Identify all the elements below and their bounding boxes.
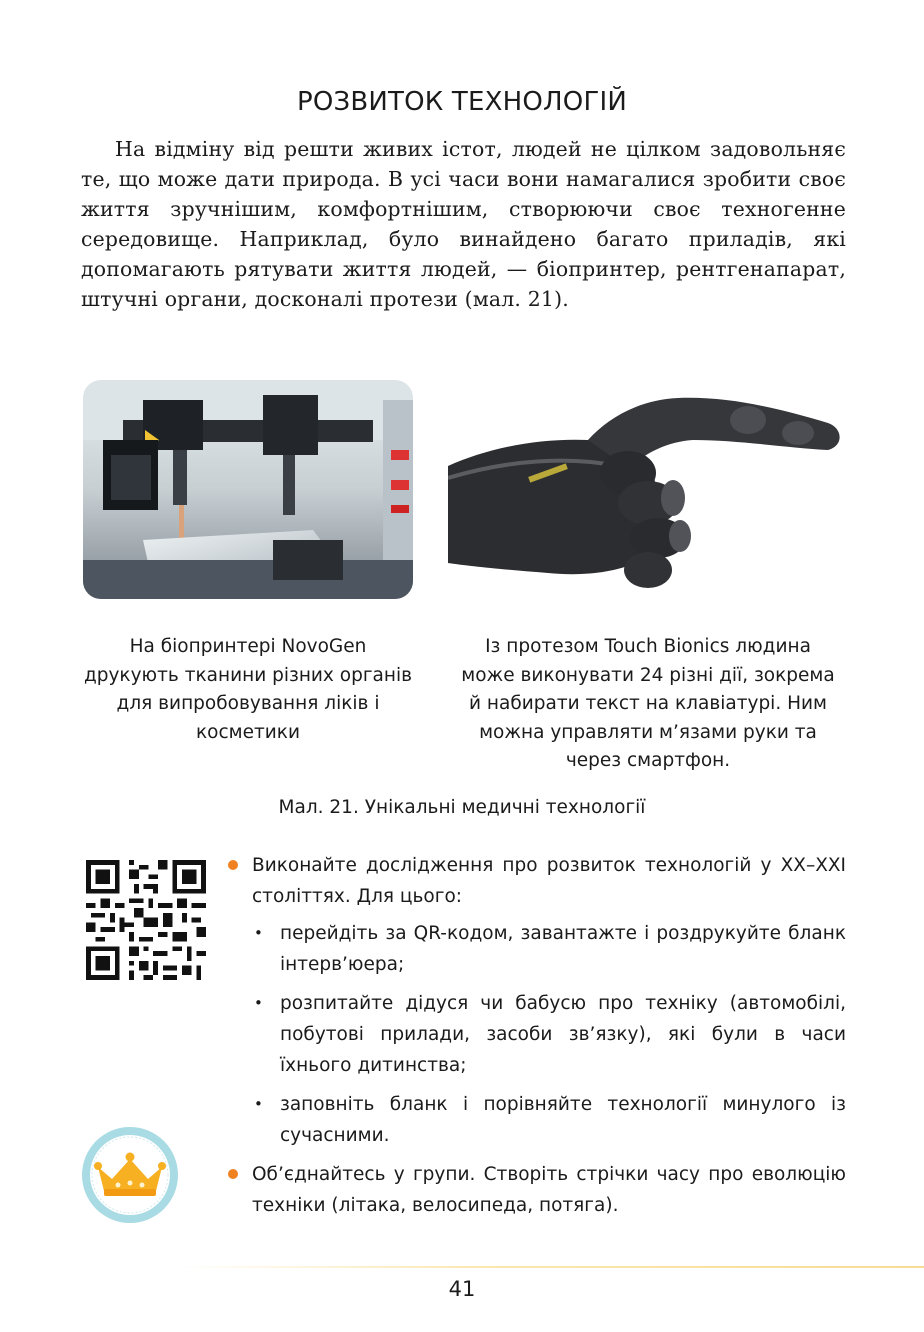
footer-divider [180,1266,924,1268]
bioprinter-photo [83,380,413,599]
intro-paragraph: На відміну від решти живих істот, людей не цілком задовольняє те, що може дати природа. В усі часи вони намагалися зробити своє життя зручнішим, комфортнішим, створюючи своє техногенне середовище. Наприклад, було винайдено багато приладів, які допомагають рятувати життя людей, — біопринтер, рентгенапарат, штучні органи, досконалі протези (мал. 21). [81,137,846,312]
task-item-timeline: Об’єднайтесь у групи. Створіть стрічки часу про еволюцію техніки (літака, велосипеда, потяга). [228,1159,846,1221]
task-list [228,850,846,1226]
subtask-item: • розпитайте дідуся чи бабусю про техніку (автомобілі, побутові прилади, засоби зв’язку), які були в часи їхнього дитинства; [252,988,846,1081]
bionic-hand-caption: Із протезом Touch Bionics людина може виконувати 24 різні дії, зокрема й набирати текст на клавіатурі. Ним можна управляти м’язами руки та через смартфон. [461,636,835,772]
subtask-item: • заповніть бланк і порівняйте технології минулого із сучасними. [252,1089,846,1151]
task-text: Виконайте дослідження про розвиток технологій у XX–XXI століттях. Для цього: [252,855,846,907]
crown-icon [80,1125,180,1225]
subtask-list [252,918,846,1151]
bionic-hand-photo [448,378,846,600]
subtask-item: • перейдіть за QR-кодом, завантажте і роздрукуйте бланк інтерв’юера; [252,918,846,980]
page-number: 41 [448,1277,476,1301]
page-title: РОЗВИТОК ТЕХНОЛОГІЙ [296,87,628,118]
qr-code-icon[interactable] [86,860,206,980]
task-item-research [228,850,846,1151]
figure-caption: Мал. 21. Унікальні медичні технології [278,797,646,818]
bioprinter-caption: На біопринтері NovoGen друкують тканини різних органів для випробовування ліків і косметики [83,636,413,743]
